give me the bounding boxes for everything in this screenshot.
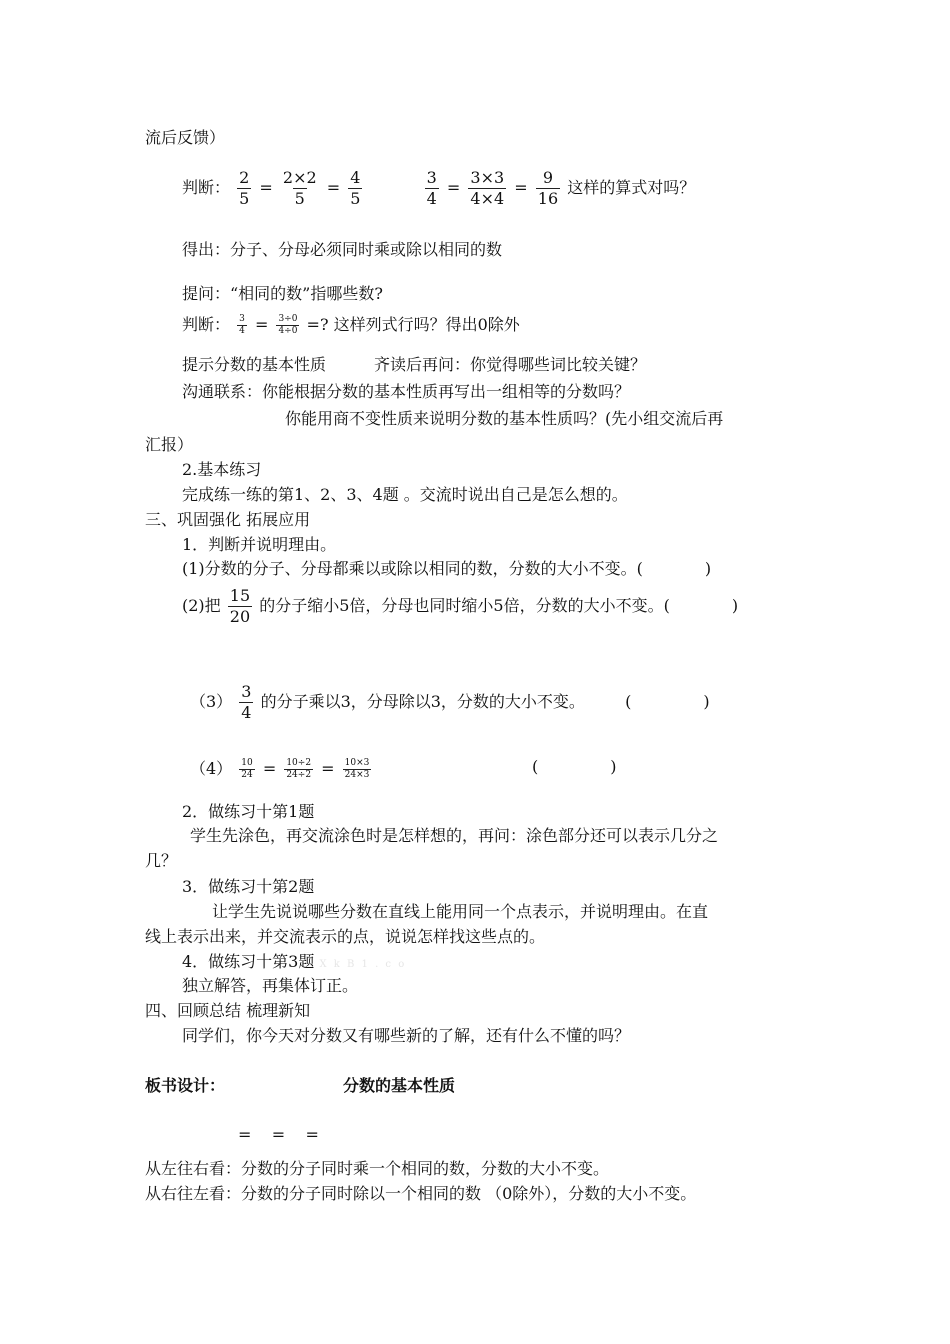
board-equals-row: = = =: [238, 1125, 319, 1144]
section-2-body: 完成练一练的第1、2、3、4题 。交流时说出自己是怎么想的。: [182, 485, 628, 504]
fraction: $\frac{3}{4}$: [239, 314, 245, 336]
exercise-3-body-2: 线上表示出来，并交流表示的点，说说怎样找这些点的。: [145, 927, 546, 946]
question-line: 提问：“相同的数”指哪些数?: [182, 284, 383, 303]
exercise-2-body-1: 学生先涂色，再交流涂色时是怎样想的，再问：涂色部分还可以表示几分之: [190, 826, 719, 845]
exercise-1-item-2: (2)把 $\frac{15}{20}$ 的分子缩小5倍，分母也同时缩小5倍，分数的大小不变。( ): [182, 586, 739, 626]
communication-line-1: 沟通联系：你能根据分数的基本性质再写出一组相等的分数吗？: [182, 382, 631, 401]
exercise-2-title: 2．做练习十第1题: [182, 802, 315, 821]
paragraph-continuation: 流后反馈）: [145, 128, 226, 147]
communication-line-2: 你能用商不变性质来说明分数的基本性质吗？(先小组交流后再: [285, 409, 724, 428]
judge-question: 这样的算式对吗？: [567, 178, 696, 197]
board-left-to-right: 从左往右看：分数的分子同时乘一个相同的数，分数的大小不变。: [145, 1159, 610, 1178]
section-2-title: 2.基本练习: [182, 460, 262, 479]
fraction: $\frac{10}{24}$: [241, 758, 253, 780]
fraction: $\frac{4}{5}$: [350, 168, 361, 208]
communication-line-3: 汇报）: [145, 435, 194, 454]
fraction: $\frac{10\div 2}{24\div 2}$: [286, 758, 312, 780]
section-3-heading: 三、巩固强化 拓展应用: [145, 510, 311, 529]
fraction: $\frac{2}{5}$: [239, 168, 250, 208]
exercise-3-title: 3．做练习十第2题: [182, 877, 315, 896]
fraction: $\frac{2\times 2}{5}$: [282, 168, 317, 208]
hint-line: 提示分数的基本性质 齐读后再问：你觉得哪些词比较关键？: [182, 355, 647, 374]
conclusion-line: 得出：分子、分母必须同时乘或除以相同的数: [182, 240, 503, 259]
watermark: X k B 1 . c o: [319, 959, 407, 970]
exercise-4-title: 4．做练习十第3题 X k B 1 . c o: [182, 952, 407, 971]
exercise-1-item-4: （4） $\frac{10}{24}$ = $\frac{10\div 2}{24\div 2}$ = $\frac{10\times 3}{24\times 3}$: [190, 758, 370, 780]
fraction: $\frac{3}{4}$: [426, 168, 437, 208]
board-right-to-left: 从右往左看：分数的分子同时除以一个相同的数 （0除外），分数的大小不变。: [145, 1184, 697, 1203]
exercise-3-body-1: 让学生先说说哪些分数在直线上能用同一个点表示，并说明理由。在直: [212, 902, 709, 921]
board-design-title: 分数的基本性质: [343, 1076, 456, 1095]
judge-zero-row: 判断： $\frac{3}{4}$ = $\frac{3\div 0}{4\div 0}$ =? 这样列式行吗？得出0除外: [182, 314, 520, 336]
fraction: $\frac{9}{16}$: [537, 168, 559, 208]
judge-label: 判断：: [182, 178, 231, 197]
exercise-1-title: 1．判断并说明理由。: [182, 535, 337, 554]
board-design-label: 板书设计：: [145, 1076, 226, 1095]
exercise-1-item-3: （3） $\frac{3}{4}$ 的分子乘以3，分母除以3，分数的大小不变。 ( ): [190, 682, 710, 722]
exercise-1-item-1: (1)分数的分子、分母都乘以或除以相同的数，分数的大小不变。( ): [182, 559, 712, 578]
answer-parentheses: ( ): [532, 757, 617, 776]
exercise-4-body: 独立解答，再集体订正。: [182, 976, 359, 995]
judge-equation-row: 判断： $\frac{2}{5}$ = $\frac{2\times 2}{5}$ = $\frac{4}{5}$ $\frac{3}{4}$ = $\frac{3\times 3}{4\times 4}$ = $\frac{9}{16}$ 这样的算式对吗？: [182, 168, 696, 208]
fraction: $\frac{3}{4}$: [241, 682, 252, 722]
fraction: $\frac{15}{20}$: [229, 586, 251, 626]
section-4-heading: 四、回顾总结 梳理新知: [145, 1001, 311, 1020]
section-4-body: 同学们，你今天对分数又有哪些新的了解，还有什么不懂的吗？: [182, 1026, 631, 1045]
fraction: $\frac{3\times 3}{4\times 4}$: [470, 168, 505, 208]
fraction: $\frac{3\div 0}{4\div 0}$: [278, 314, 298, 336]
exercise-2-body-2: 几？: [145, 851, 178, 870]
fraction: $\frac{10\times 3}{24\times 3}$: [344, 758, 370, 780]
